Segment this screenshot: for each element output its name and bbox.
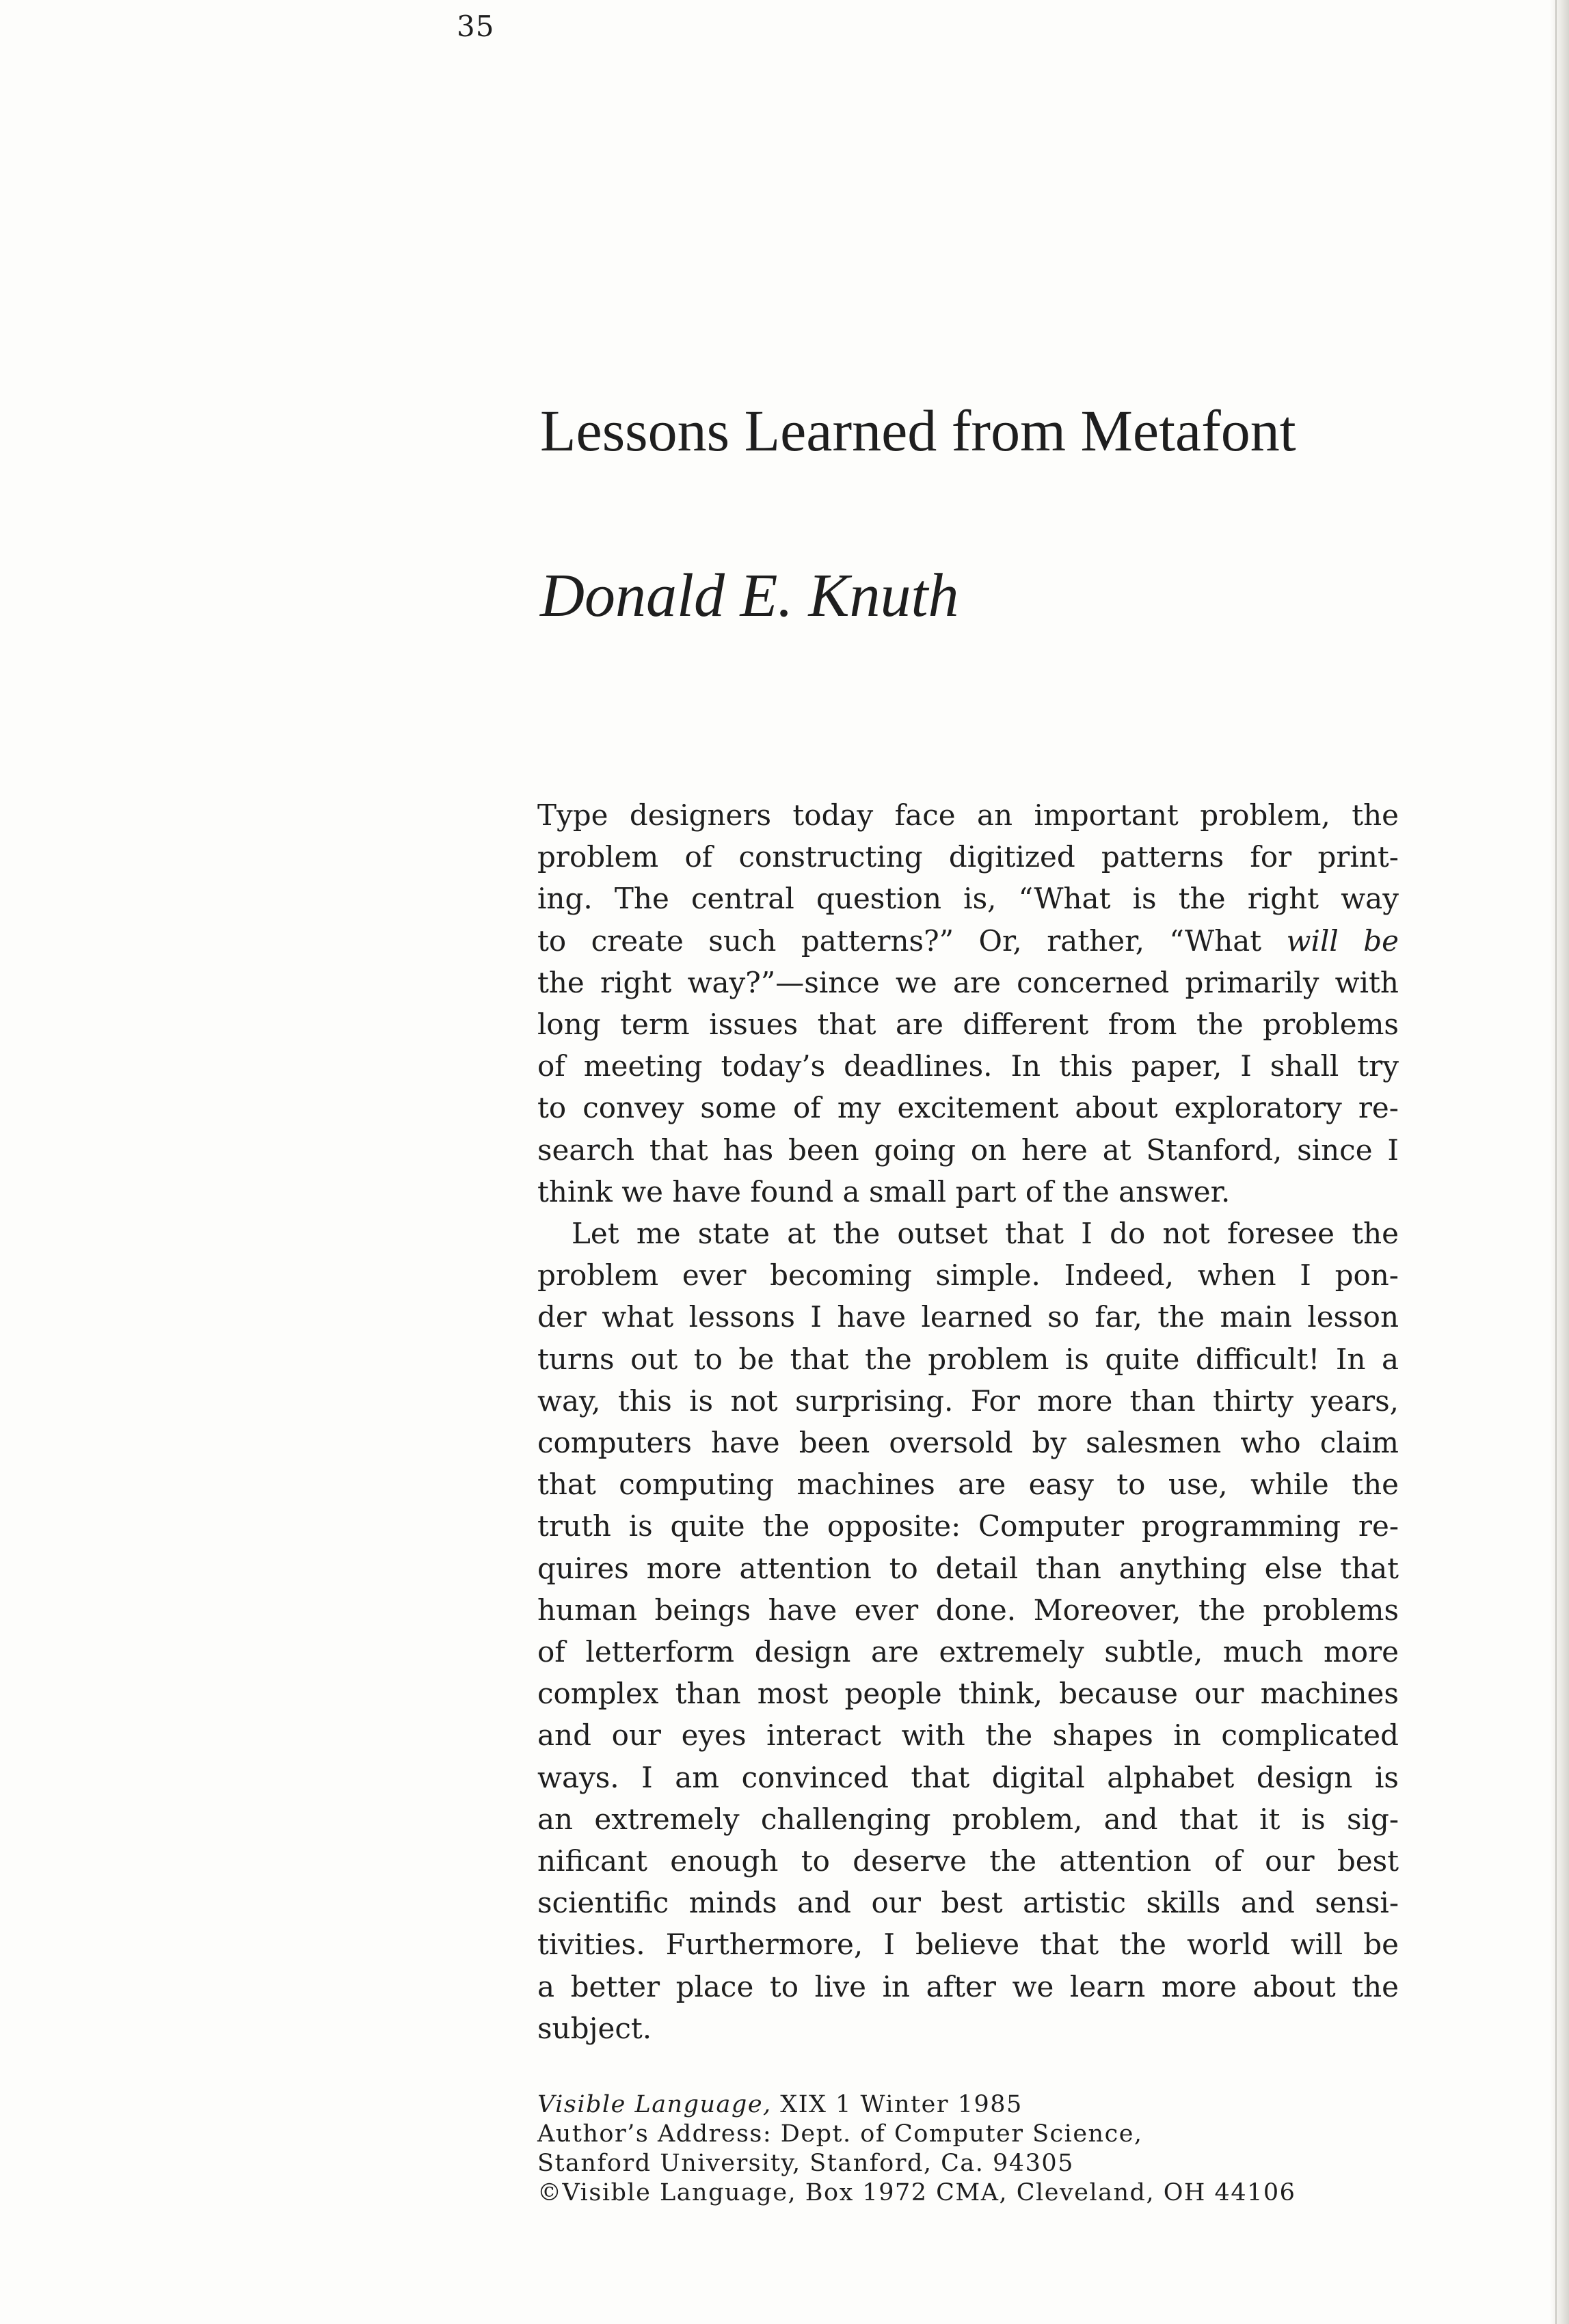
copyright-line: ©Visible Language, Box 1972 CMA, Cleveland, OH 44106 [537, 2179, 1296, 2206]
body-line [537, 1757, 1399, 1798]
body-line-text: the right way?”—since we are concerned primarily with [537, 965, 1399, 999]
body-line-text: complex than most people think, because our machines [537, 1677, 1399, 1711]
body-line [537, 1923, 1399, 1965]
body-line [537, 1966, 1399, 2008]
body-line [537, 2008, 1399, 2049]
page-number: 35 [457, 10, 495, 43]
body-line [537, 1003, 1399, 1045]
body-line-text: of letterform design are extremely subtle, much more [537, 1635, 1399, 1669]
footer-journal-line [537, 2090, 1296, 2120]
body-line-text: and our eyes interact with the shapes in complicated [537, 1718, 1399, 1753]
body-line [537, 1673, 1399, 1714]
body-line-text: Type designers today face an important problem, the [537, 798, 1399, 832]
body-line-text: problem ever becoming simple. Indeed, when I pon- [537, 1258, 1399, 1293]
body-line-text: problem of constructing digitized patterns for print- [537, 840, 1399, 874]
body-line-text: truth is quite the opposite: Computer programming re- [537, 1509, 1399, 1543]
body-line-text: subject. [537, 2011, 652, 2045]
body-line [537, 1045, 1399, 1087]
journal-issue: XIX 1 Winter 1985 [771, 2091, 1023, 2118]
body-line-text: a better place to live in after we learn more about the [537, 1969, 1399, 2003]
body-line [537, 1714, 1399, 1756]
body-line-italic-text: will be [1286, 923, 1399, 958]
body-line-text: to create such patterns?” Or, rather, “What [537, 923, 1287, 958]
author-name: Donald E. Knuth [540, 562, 959, 630]
author-address-line-2: Stanford University, Stanford, Ca. 94305 [537, 2150, 1074, 2177]
body-line-text: computers have been oversold by salesmen who claim [537, 1426, 1399, 1460]
body-line [537, 1171, 1399, 1213]
body-line-text: an extremely challenging problem, and that it is sig- [537, 1802, 1399, 1836]
body-line [537, 1505, 1399, 1547]
body-line-text: way, this is not surprising. For more than thirty years, [537, 1383, 1399, 1418]
body-line-text: that computing machines are easy to use, while the [537, 1468, 1399, 1502]
article-body [537, 794, 1399, 2049]
body-line [537, 1338, 1399, 1380]
body-line [537, 962, 1399, 1003]
body-line [537, 794, 1399, 836]
body-line [537, 1589, 1399, 1631]
body-line [537, 1422, 1399, 1463]
body-line-text: quires more attention to detail than anything else that [537, 1551, 1399, 1585]
body-line-text: ways. I am convinced that digital alphabet design is [537, 1760, 1399, 1794]
scan-edge-shadow [1550, 0, 1569, 2324]
body-line-text: search that has been going on here at Stanford, since I [537, 1133, 1399, 1167]
article-title: Lessons Learned from Metafont [540, 398, 1296, 463]
body-line [537, 1631, 1399, 1673]
body-line [537, 878, 1399, 919]
body-line-text: long term issues that are different from the problems [537, 1008, 1399, 1042]
body-line-text: of meeting today’s deadlines. In this paper, I shall try [537, 1049, 1399, 1083]
body-line [537, 1798, 1399, 1840]
body-line-text: ing. The central question is, “What is the right way [537, 882, 1399, 916]
body-line-text: der what lessons I have learned so far, the main lesson [537, 1300, 1399, 1334]
body-line [537, 1129, 1399, 1171]
body-line-text: to convey some of my excitement about exploratory re- [537, 1091, 1399, 1125]
body-line-text: scientific minds and our best artistic skills and sensi- [537, 1886, 1399, 1920]
body-line-text: tivities. Furthermore, I believe that the world will be [537, 1928, 1399, 1962]
body-line-text: Let me state at the outset that I do not foresee the [572, 1217, 1399, 1251]
body-line [537, 1882, 1399, 1923]
body-line [537, 1380, 1399, 1422]
body-line [537, 920, 1399, 962]
body-line [537, 1087, 1399, 1129]
body-line [537, 1840, 1399, 1882]
body-line [537, 1254, 1399, 1296]
body-line-text: think we have found a small part of the answer. [537, 1174, 1231, 1208]
body-line [537, 1548, 1399, 1589]
scan-edge-line [1555, 0, 1557, 2324]
body-line [537, 1296, 1399, 1338]
journal-name: Visible Language, [537, 2091, 772, 2118]
body-line-text: nificant enough to deserve the attention of our best [537, 1844, 1399, 1878]
body-line-text: human beings have ever done. Moreover, the problems [537, 1593, 1399, 1627]
body-line [537, 836, 1399, 878]
body-line-text: turns out to be that the problem is quite difficult! In a [537, 1342, 1399, 1376]
body-line [537, 1213, 1399, 1254]
body-line [537, 1463, 1399, 1505]
publication-footer [537, 2090, 1296, 2208]
author-address-line-1: Author’s Address: Dept. of Computer Science, [537, 2120, 1143, 2148]
